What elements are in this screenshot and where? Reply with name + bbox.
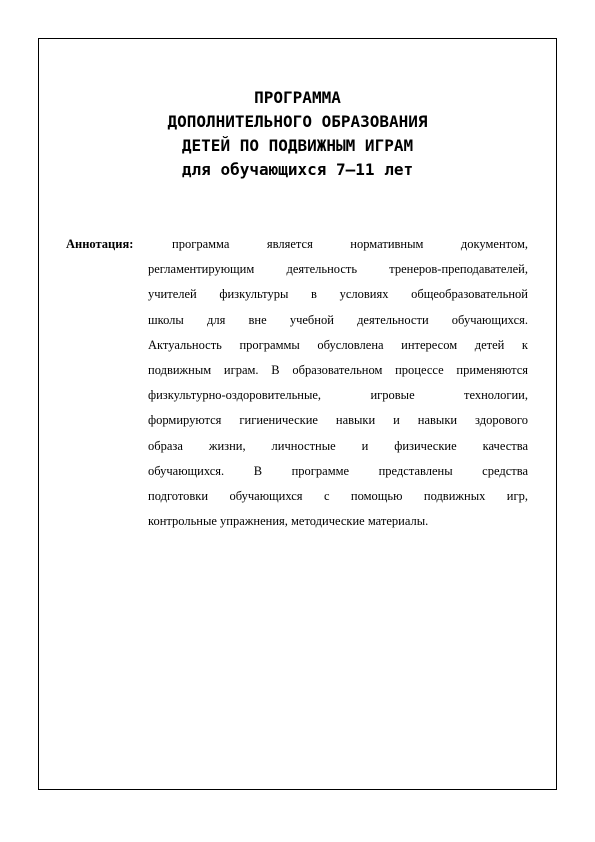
title-line: для обучающихся 7–11 лет bbox=[181, 160, 414, 179]
annotation-line: регламентирующим деятельность тренеров-преподавателей, bbox=[148, 262, 528, 277]
annotation-line: формируются гигиенические навыки и навыки здорового bbox=[148, 413, 528, 428]
annotation-line: контрольные упражнения, методические материалы. bbox=[148, 514, 429, 529]
annotation-label: Аннотация: bbox=[66, 237, 134, 251]
title-line: ДЕТЕЙ ПО ПОДВИЖНЫМ ИГРАМ bbox=[181, 136, 414, 155]
annotation-line: школы для вне учебной деятельности обучающихся. bbox=[148, 312, 528, 327]
annotation-line: подготовки обучающихся с помощью подвижных игр, bbox=[148, 489, 528, 504]
annotation-line: Актуальность программы обусловлена интересом детей к bbox=[148, 337, 528, 352]
annotation-line: учителей физкультуры в условиях общеобразовательной bbox=[148, 287, 528, 302]
annotation-line: образа жизни, личностные и физические качества bbox=[148, 438, 528, 453]
title-line: ПРОГРАММА bbox=[254, 88, 341, 107]
annotation-body bbox=[148, 232, 528, 534]
annotation-line: программа является нормативным документом, bbox=[172, 237, 528, 251]
document-title bbox=[38, 86, 557, 182]
annotation-line: физкультурно-оздоровительные, игровые технологии, bbox=[148, 388, 528, 403]
title-line: ДОПОЛНИТЕЛЬНОГО ОБРАЗОВАНИЯ bbox=[167, 112, 428, 131]
annotation-line: подвижным играм. В образовательном процессе применяются bbox=[148, 363, 528, 378]
annotation-line: обучающихся. В программе представлены средства bbox=[148, 463, 528, 478]
